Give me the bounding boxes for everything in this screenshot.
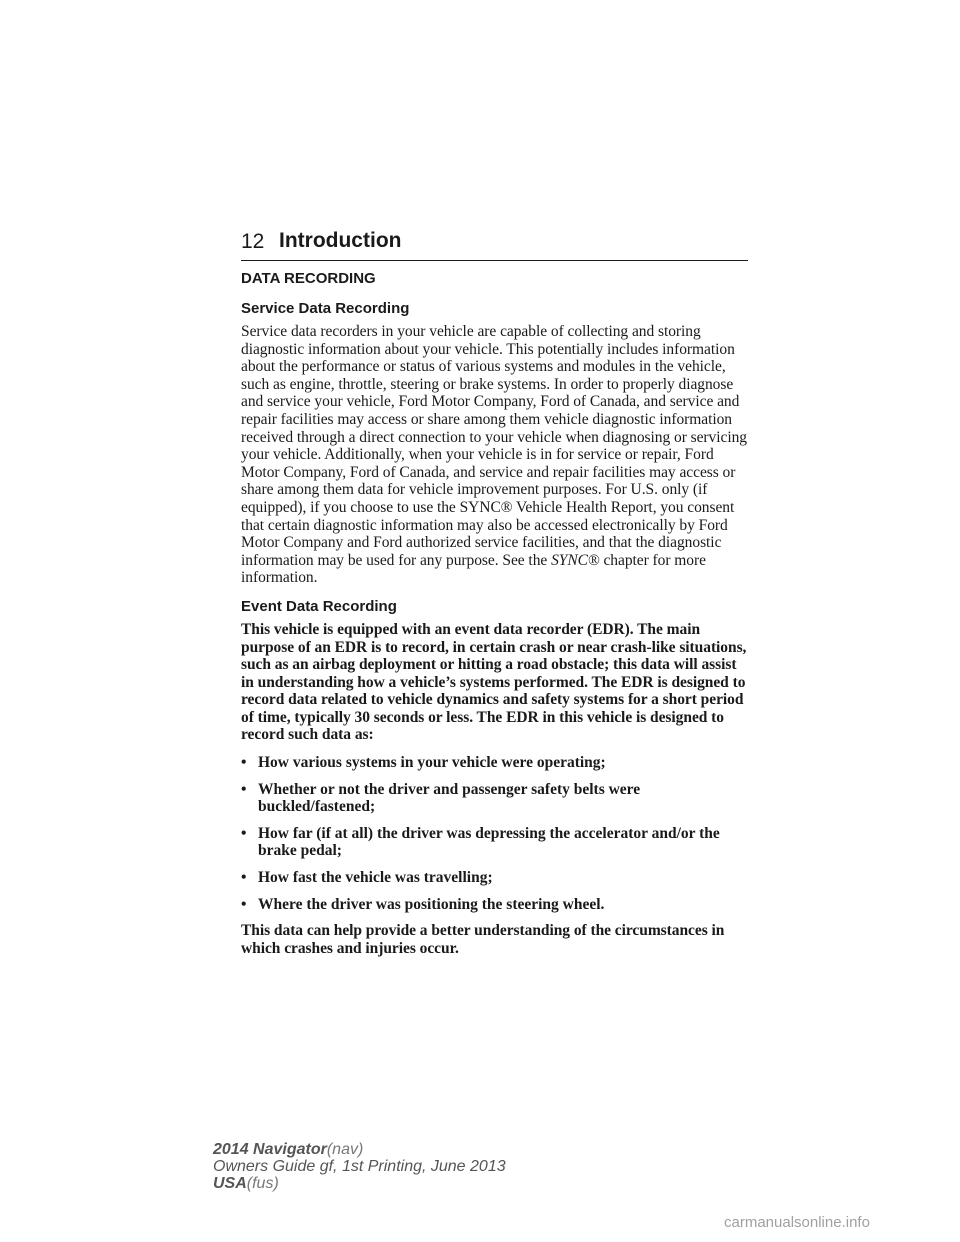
- service-data-heading: Service Data Recording: [241, 300, 410, 317]
- page-content: [241, 269, 753, 967]
- list-item-text: Where the driver was positioning the steering wheel.: [258, 895, 605, 913]
- print-footer: [213, 1141, 506, 1192]
- list-item-text: Whether or not the driver and passenger safety belts were buckled/fastened;: [258, 780, 641, 816]
- bullet-icon: •: [241, 824, 247, 842]
- service-data-paragraph: [241, 323, 753, 587]
- section-title: DATA RECORDING: [241, 270, 376, 287]
- bullet-icon: •: [241, 895, 247, 913]
- bullet-icon: •: [241, 754, 247, 772]
- footer-line-market: [213, 1175, 506, 1192]
- event-data-paragraph: This vehicle is equipped with an event data recorder (EDR). The main purpose of an EDR is to record, in certain crash or near crash-like situations, such as an airbag deployment or hitting a road obstacle; this data will assist in understanding how a vehicle’s systems performed. The EDR is designed to record data related to vehicle dynamics and safety systems for a short period of time, typically 30 seconds or less. The EDR in this vehicle is designed to record such data as:: [241, 620, 747, 744]
- list-item-text: How various systems in your vehicle were operating;: [258, 754, 606, 772]
- footer-model: 2014 Navigator: [213, 1141, 327, 1158]
- list-item: [241, 869, 753, 887]
- bullet-icon: •: [241, 869, 247, 887]
- list-item: [241, 781, 753, 816]
- footer-market-code: (fus): [246, 1175, 279, 1192]
- service-paragraph-text: Service data recorders in your vehicle are capable of collecting and storing diagnostic information about your vehicle. This potentially includes information about the performance or status of various systems and modules in the vehicle, such as engine, throttle, steering or brake systems. In order to properly diagnose and service your vehicle, Ford Motor Company, Ford of Canada, and service and repair facilities may access or share among them vehicle diagnostic information received through a direct connection to your vehicle when diagnosing or servicing your vehicle. Additionally, when your vehicle is in for service or repair, Ford Motor Company, Ford of Canada, and service and repair facilities may access or share among them data for vehicle improvement purposes. For U.S. only (if equipped), if you choose to use the SYNC® Vehicle Health Report, you consent that certain diagnostic information may also be accessed electronically by Ford Motor Company and Ford authorized service facilities, and that the diagnostic information may be used for any purpose. See the: [241, 323, 747, 569]
- list-item: [241, 825, 753, 860]
- service-paragraph-tail: chapter for more information.: [241, 551, 706, 587]
- list-item-text: How fast the vehicle was travelling;: [258, 869, 493, 887]
- edr-data-list: [241, 754, 753, 913]
- list-item: [241, 754, 753, 772]
- list-item: [241, 896, 753, 914]
- footer-line-printing: Owners Guide gf, 1st Printing, June 2013: [213, 1158, 506, 1175]
- footer-model-code: (nav): [326, 1141, 364, 1158]
- footer-line-model: [213, 1141, 506, 1158]
- page-header: [241, 228, 748, 261]
- event-data-heading: Event Data Recording: [241, 597, 397, 615]
- chapter-title: Introduction: [279, 229, 402, 252]
- bullet-icon: •: [241, 780, 247, 798]
- sync-chapter-reference: SYNC®: [551, 551, 600, 569]
- watermark-link[interactable]: carmanualsonline.info: [724, 1214, 870, 1231]
- closing-paragraph: This data can help provide a better understanding of the circumstances in which crashes and injuries occur.: [241, 922, 725, 957]
- list-item-text: How far (if at all) the driver was depressing the accelerator and/or the brake pedal;: [258, 824, 720, 860]
- footer-market: USA: [213, 1175, 247, 1192]
- page-number: 12: [241, 230, 265, 253]
